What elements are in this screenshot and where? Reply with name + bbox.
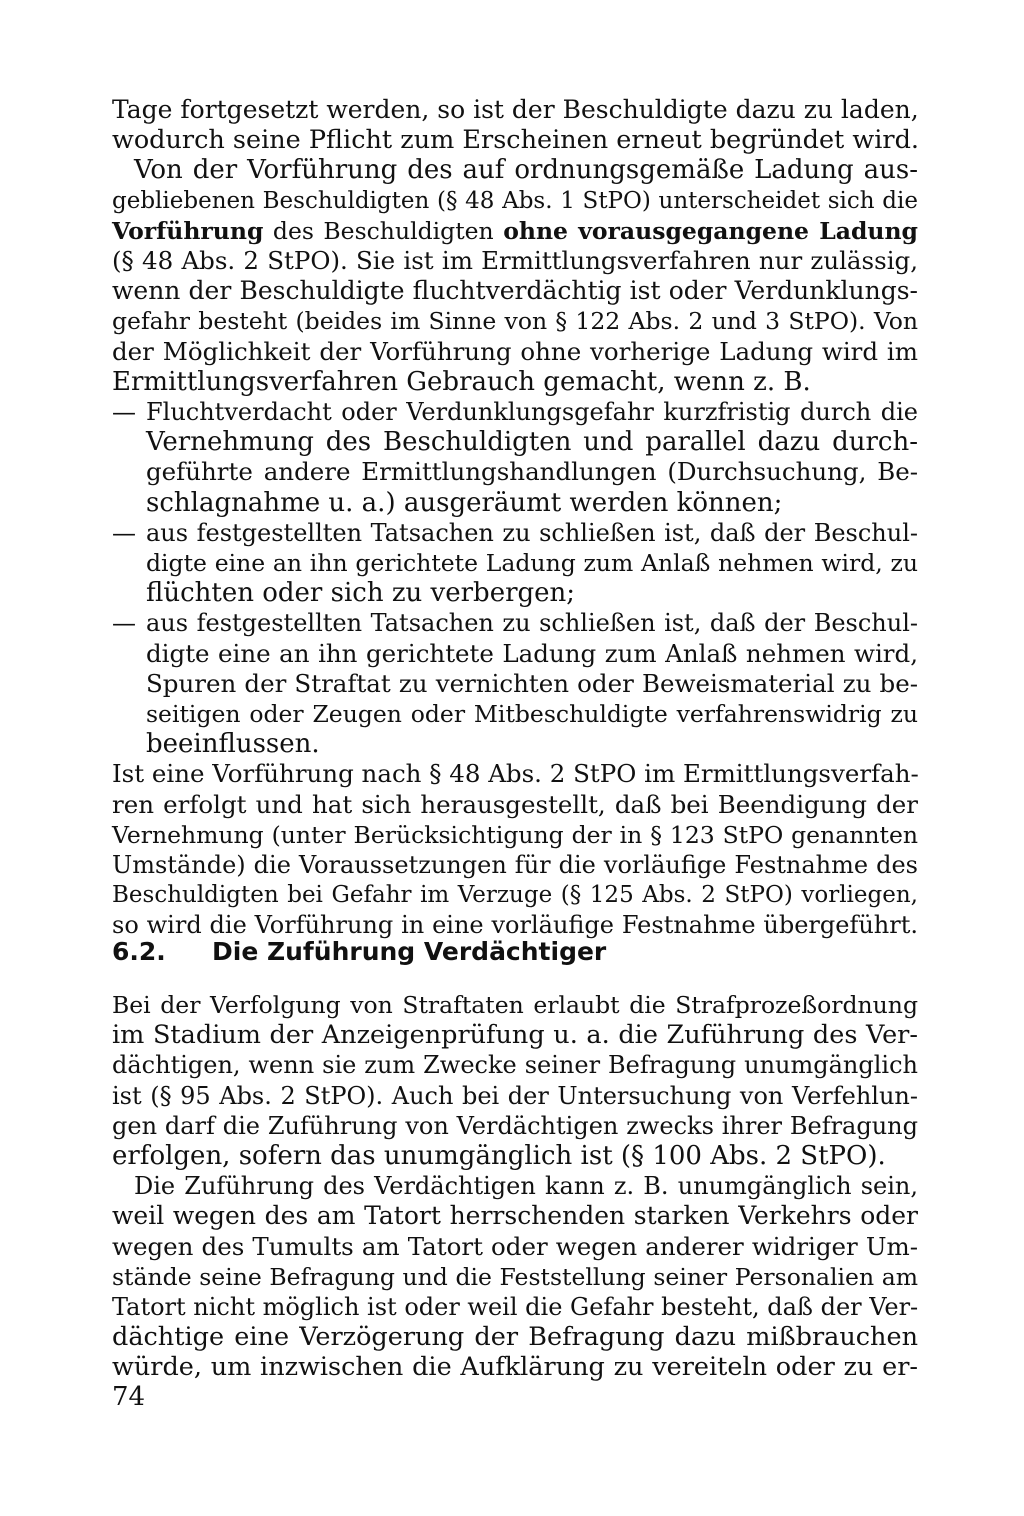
section-title: Die Zuführung Verdächtiger (212, 937, 607, 966)
paragraph-festnahme (112, 759, 918, 940)
text-line: weil wegen des am Tatort herrschenden starken Verkehrs oder (112, 1201, 918, 1231)
section-heading (112, 937, 606, 966)
text-line: Tage fortgesetzt werden, so ist der Beschuldigte dazu zu laden, (112, 95, 919, 124)
dash-bullet: — (112, 609, 136, 638)
text-line: so wird die Vorführung in eine vorläufige Festnahme übergeführt. (112, 911, 918, 940)
text-line: dächtigen, wenn sie zum Zwecke seiner Befragung unumgänglich (112, 1051, 918, 1080)
text-line: ist (§ 95 Abs. 2 StPO). Auch bei der Untersuchung von Verfehlun- (112, 1081, 918, 1110)
text-line: Ist eine Vorführung nach § 48 Abs. 2 StPO im Ermittlungsverfah- (112, 759, 919, 789)
text-line: gebliebenen Beschuldigten (§ 48 Abs. 1 StPO) unterscheidet sich die (112, 187, 918, 214)
text-line: digte eine an ihn gerichtete Ladung zum Anlaß nehmen wird, (146, 638, 918, 668)
text-line: Beschuldigten bei Gefahr im Verzuge (§ 125 Abs. 2 StPO) vorliegen, (112, 882, 918, 909)
bold-term-vorfuehrung: Vorführung (112, 216, 264, 245)
text-line: digte eine an ihn gerichtete Ladung zum Anlaß nehmen wird, zu (146, 549, 918, 578)
text-line: flüchten oder sich zu verbergen; (146, 578, 576, 609)
text-line (112, 397, 918, 427)
dash-bullet: — (112, 398, 136, 427)
text-line: wenn der Beschuldigte fluchtverdächtig ist oder Verdunklungs- (112, 276, 918, 306)
list-item (112, 397, 918, 518)
list-item (112, 518, 918, 609)
text-line: wegen des Tumults am Tatort oder wegen anderer widriger Um- (112, 1231, 918, 1261)
list-item (112, 608, 918, 759)
text-line: Ermittlungsverfahren Gebrauch gemacht, wenn z. B. (112, 366, 811, 397)
text-line: im Stadium der Anzeigenprüfung u. a. die Zuführung des Ver- (112, 1020, 918, 1051)
text-line: würde, um inzwischen die Aufklärung zu vereiteln oder zu er- (112, 1352, 918, 1383)
text-line: Vernehmung des Beschuldigten und parallel dazu durch- (146, 427, 918, 458)
text-line: Tatort nicht möglich ist oder weil die Gefahr besteht, daß der Ver- (112, 1293, 919, 1322)
text-line (112, 608, 918, 638)
text-line: schlagnahme u. a.) ausgeräumt werden können; (146, 487, 783, 518)
paragraph-zufuehrung (112, 990, 918, 1171)
dash-bullet: — (112, 518, 136, 547)
list-item-text: Fluchtverdacht oder Verdunklungsgefahr kurzfristig durch die (146, 398, 918, 427)
list-item-text: aus festgestellten Tatsachen zu schließen ist, daß der Beschul- (146, 609, 918, 638)
text-line: erfolgen, sofern das unumgänglich ist (§ 100 Abs. 2 StPO). (112, 1141, 886, 1172)
bold-term-ohne-ladung: ohne vorausgegangene Ladung (503, 216, 918, 245)
list-item-text: aus festgestellten Tatsachen zu schließen ist, daß der Beschul- (146, 518, 918, 547)
text-line: Spuren der Straftat zu vernichten oder Beweismaterial zu be- (146, 668, 918, 698)
body-text-upper (112, 95, 918, 941)
text-line: Bei der Verfolgung von Straftaten erlaubt die Strafprozeßordnung (112, 991, 918, 1019)
text-line: (§ 48 Abs. 2 StPO). Sie ist im Ermittlungsverfahren nur zulässig, (112, 246, 918, 276)
text-line: seitigen oder Zeugen oder Mitbeschuldigte verfahrenswidrig zu (146, 700, 918, 729)
text-line: dächtige eine Verzögerung der Befragung dazu mißbrauchen (112, 1322, 918, 1353)
text-line: ren erfolgt und hat sich herausgestellt, daß bei Beendigung der (112, 789, 918, 819)
page-number: 74 (112, 1382, 146, 1412)
text-line-emphasis (112, 216, 918, 246)
text-line: beeinflussen. (146, 729, 320, 760)
paragraph-vorfuehrung (112, 155, 918, 397)
text-line: Vernehmung (unter Berücksichtigung der in § 123 StPO genannten (112, 820, 918, 849)
text-line: Von der Vorführung des auf ordnungsgemäße Ladung aus- (134, 155, 918, 186)
text-line: gen darf die Zuführung von Verdächtigen zwecks ihrer Befragung (112, 1111, 918, 1140)
body-text-lower (112, 990, 918, 1383)
paragraph-continuation (112, 95, 918, 155)
dash-list (112, 397, 918, 759)
paragraph-unumgaenglich (112, 1171, 918, 1382)
text-line: Die Zuführung des Verdächtigen kann z. B. unumgänglich sein, (134, 1172, 918, 1201)
text-line: stände seine Befragung und die Feststellung seiner Personalien am (112, 1262, 918, 1291)
text-line (112, 518, 918, 548)
text-line: Umstände) die Voraussetzungen für die vorläufige Festnahme des (112, 851, 918, 880)
text-line: geführte andere Ermittlungshandlungen (Durchsuchung, Be- (146, 457, 918, 487)
text-line: gefahr besteht (beides im Sinne von § 122 Abs. 2 und 3 StPO). Von (112, 307, 918, 336)
text-fragment: des Beschuldigten (263, 216, 504, 245)
text-line: der Möglichkeit der Vorführung ohne vorherige Ladung wird im (112, 336, 918, 366)
section-number: 6.2. (112, 937, 166, 966)
text-line: wodurch seine Pflicht zum Erscheinen erneut begründet wird. (112, 125, 919, 156)
